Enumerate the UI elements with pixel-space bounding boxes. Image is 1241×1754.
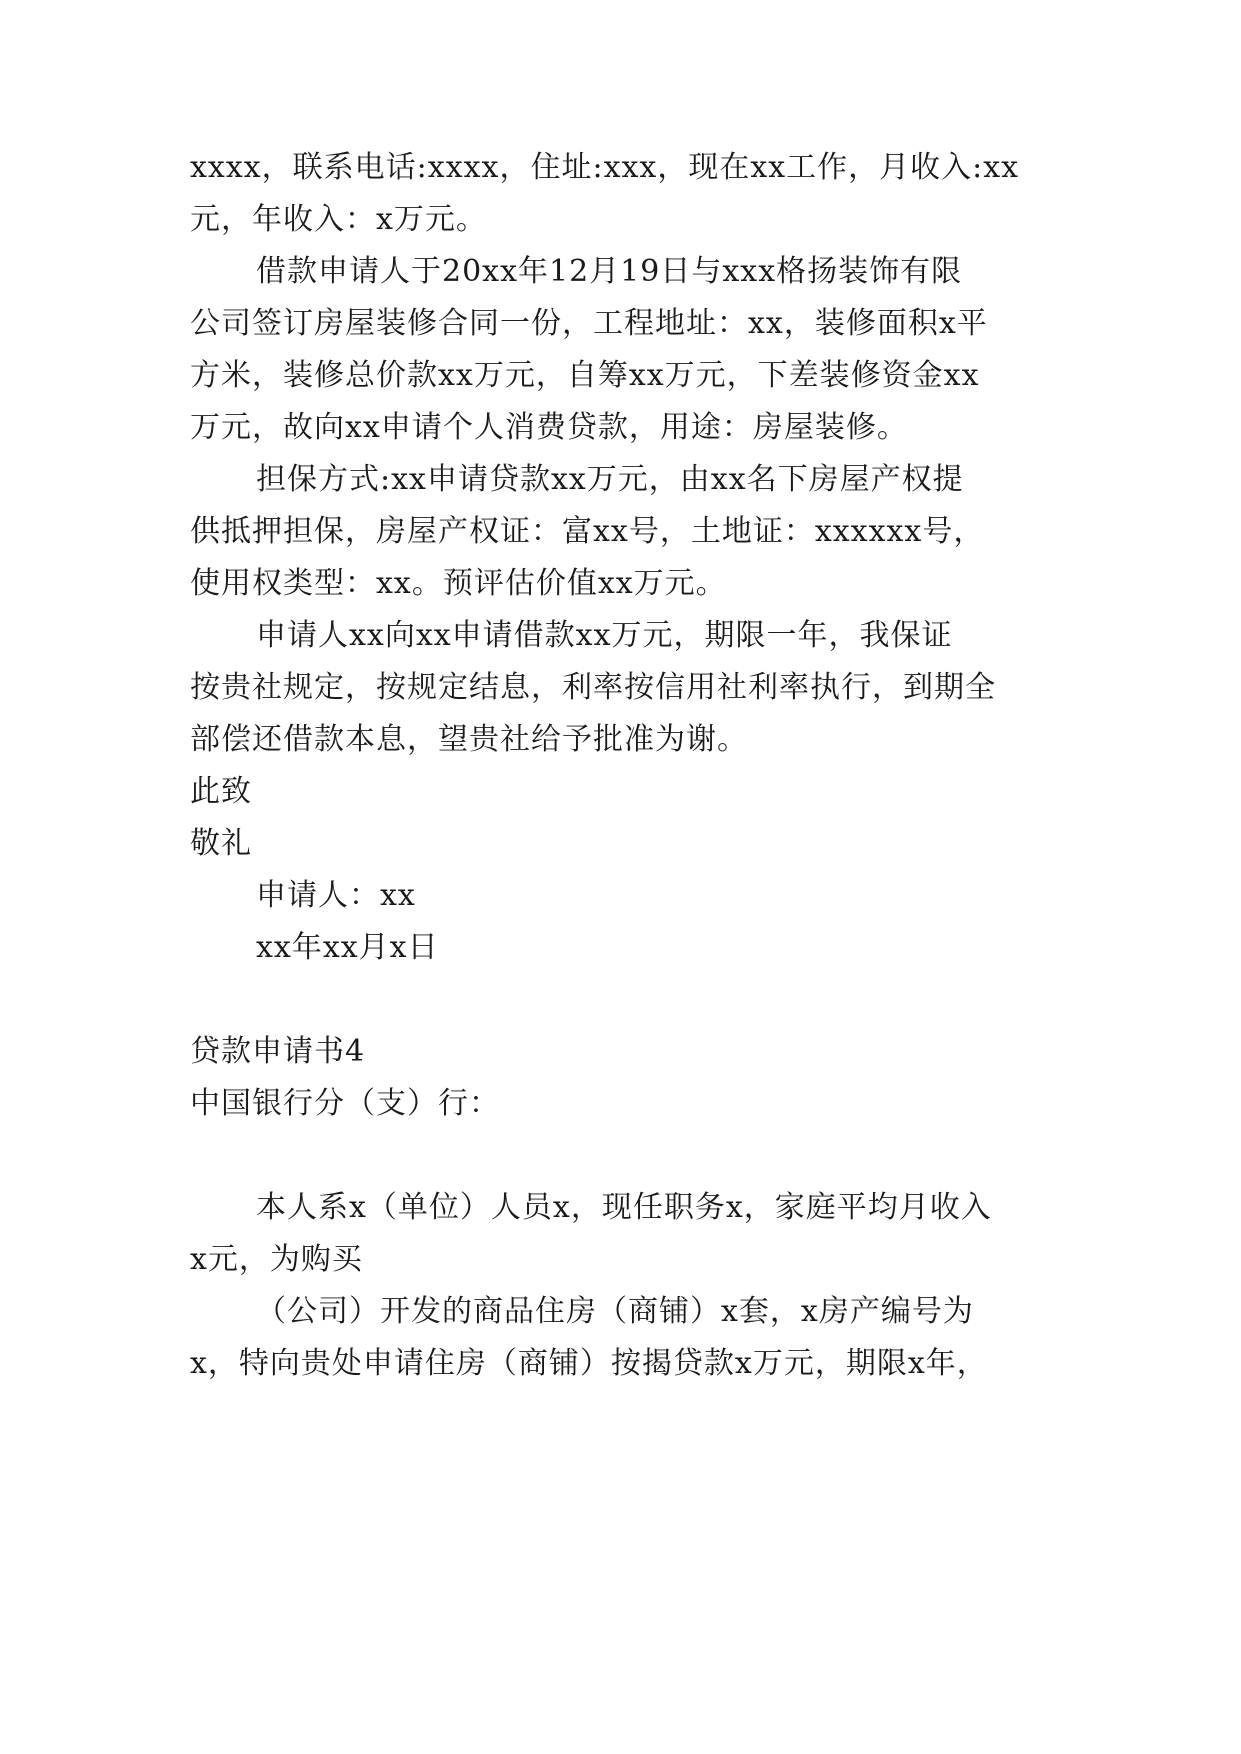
text-line: 使用权类型：xx。预评估价值xx万元。 <box>190 566 727 601</box>
text-line: 部偿还借款本息，望贵社给予批准为谢。 <box>190 722 748 757</box>
addressee-line: 中国银行分（支）行： <box>190 1086 500 1121</box>
text-line: （公司）开发的商品住房（商铺）x套，x房产编号为 <box>256 1294 974 1329</box>
text-line: 供抵押担保，房屋产权证：富xx号，土地证：xxxxxx号， <box>190 514 985 549</box>
date-line: xx年xx月x日 <box>256 930 439 965</box>
salutation-line: 此致 <box>190 774 252 809</box>
text-line: xxxx，联系电话:xxxx，住址:xxx，现在xx工作，月收入:xx <box>190 150 1020 185</box>
text-line: 按贵社规定，按规定结息，利率按信用社利率执行，到期全 <box>190 670 996 705</box>
text-line: 申请人xx向xx申请借款xx万元，期限一年，我保证 <box>256 618 953 653</box>
text-line: 万元，故向xx申请个人消费贷款，用途：房屋装修。 <box>190 410 908 445</box>
text-line: 元，年收入：x万元。 <box>190 202 487 237</box>
text-line: 本人系x（单位）人员x，现任职务x，家庭平均月收入 <box>256 1190 992 1225</box>
text-line: 借款申请人于20xx年12月19日与xxx格扬装饰有限 <box>256 254 963 289</box>
section-heading: 贷款申请书4 <box>190 1034 366 1069</box>
text-line: 方米，装修总价款xx万元，自筹xx万元，下差装修资金xx <box>190 358 980 393</box>
text-line: 担保方式:xx申请贷款xx万元，由xx名下房屋产权提 <box>256 462 964 497</box>
text-line: x元，为购买 <box>190 1242 363 1277</box>
text-line: x，特向贵处申请住房（商铺）按揭贷款x万元，期限x年， <box>190 1346 988 1381</box>
signature-line: 申请人：xx <box>256 878 416 913</box>
text-line: 公司签订房屋装修合同一份，工程地址：xx，装修面积x平 <box>190 306 988 341</box>
salutation-line: 敬礼 <box>190 826 252 861</box>
